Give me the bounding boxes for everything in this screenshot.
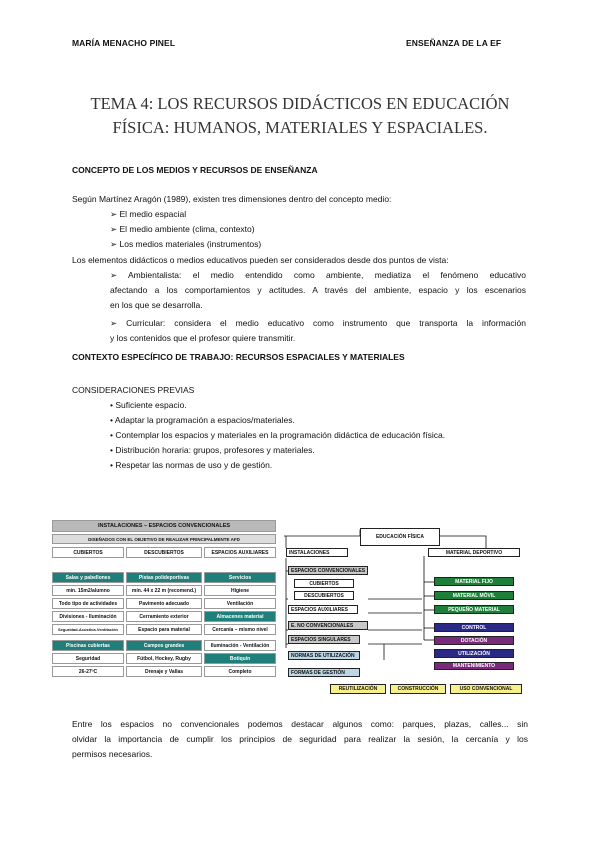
closing-paragraph: Entre los espacios no convencionales podemos destacar algunos como: parques, plazas, calles... sin olvidar la importancia de cumplir los principios de seguridad para realizar la sesión, la cercanía y los permisos necesarios.: [72, 719, 528, 759]
page-title: [60, 92, 540, 140]
diagram-right-head: MATERIAL DEPORTIVO: [428, 548, 520, 557]
table-cell: Fútbol, Hockey, Rugby: [126, 653, 202, 664]
dimension-list: [110, 207, 261, 252]
concept-diagram: [284, 520, 538, 670]
diagram-left-item: ESPACIOS AUXILIARES: [288, 605, 358, 614]
table-cell: Seguridad: [52, 653, 124, 664]
table-cell: Cerramiento exterior: [126, 611, 202, 622]
spaces-table: [52, 520, 276, 660]
subheading-considerations: CONSIDERACIONES PREVIAS: [72, 385, 195, 395]
table-cell: Pistas polideportivas: [126, 572, 202, 583]
table-cell: Espacio para material: [126, 624, 202, 635]
table-title: INSTALACIONES – ESPACIOS CONVENCIONALES: [52, 520, 276, 532]
diagram-right-item: MATERIAL MÓVIL: [434, 591, 514, 600]
diagram-right-item: DOTACIÓN: [434, 636, 514, 645]
table-header-row: [52, 547, 276, 558]
table-title-row: [52, 520, 276, 532]
table-cell: 26-27ºC: [52, 666, 124, 677]
spaces-table-bottom: [52, 653, 276, 683]
table-cell: Completo: [204, 666, 276, 677]
table-cell: mín. 44 x 22 m (recomend.): [126, 585, 202, 596]
table-subtitle: DISEÑADOS CON EL OBJETIVO DE REALIZAR PRINCIPALMENTE AFD: [52, 534, 276, 544]
list-item: ➢ El medio espacial: [110, 209, 187, 219]
table-cell: Higiene: [204, 585, 276, 596]
diagram-bottom-item: REUTILIZACIÓN: [330, 684, 386, 694]
diagram-bottom-row: [330, 684, 530, 694]
table-cell: Divisiones - Iluminación: [52, 611, 124, 622]
bullet-icon: •: [110, 415, 115, 425]
column-header: ESPACIOS AUXILIARES: [204, 547, 276, 558]
diagram-right-item: MANTENIMIENTO: [434, 662, 514, 670]
column-header: CUBIERTOS: [52, 547, 124, 558]
table-cell: Todo tipo de actividades: [52, 598, 124, 609]
header-author: MARÍA MENACHO PINEL: [72, 38, 176, 48]
bullet-icon: •: [110, 460, 116, 470]
diagram-left-head: INSTALACIONES: [286, 548, 348, 557]
table-cell: Servicios: [204, 572, 276, 583]
arrow-bullet-icon: ➢: [110, 224, 120, 234]
arrow-bullet-icon: ➢: [110, 209, 120, 219]
viewpoint-curricular: ➢ Curricular: considera el medio educativo como instrumento que transporta la información y los contenidos que el profesor quiere transmitir.: [110, 318, 526, 343]
section-heading-concept: CONCEPTO DE LOS MEDIOS Y RECURSOS DE ENSEÑANZA: [72, 165, 318, 175]
diagram-left-item: CUBIERTOS: [294, 579, 354, 588]
table-cell: Botiquín: [204, 653, 276, 664]
list-item: • Adaptar la programación a espacios/materiales.: [110, 415, 295, 425]
diagram-left-item-extra: [288, 668, 360, 677]
table-cell: mín. 15m2/alumno: [52, 585, 124, 596]
diagram-right-item: MATERIAL FIJO: [434, 577, 514, 586]
diagram-left-item: FORMAS DE GESTIÓN: [288, 668, 360, 677]
table-cell: Piscinas cubiertas: [52, 640, 124, 651]
diagram-left-item: ESPACIOS SINGULARES: [288, 635, 360, 644]
diagram-left-item: DESCUBIERTOS: [294, 591, 354, 600]
list-item: ➢ Los medios materiales (instrumentos): [110, 239, 262, 249]
arrow-bullet-icon: ➢: [110, 239, 120, 249]
header-subject: ENSEÑANZA DE LA EF: [406, 38, 502, 48]
table-cell: Ventilación: [204, 598, 276, 609]
table-cell: Cercanía – mismo nivel: [204, 624, 276, 635]
diagram-bottom-item: USO CONVENCIONAL: [450, 684, 522, 694]
diagram-right-item: PEQUEÑO MATERIAL: [434, 605, 514, 614]
table-cell: Drenaje y Vallas: [126, 666, 202, 677]
diagram-left-item: ESPACIOS CONVENCIONALES: [288, 566, 368, 575]
table-row: [52, 598, 276, 609]
diagram-bottom-item: CONSTRUCCIÓN: [390, 684, 446, 694]
title-line-1: TEMA 4: LOS RECURSOS DIDÁCTICOS EN EDUCACIÓN: [90, 94, 510, 113]
table-cell: Seguridad-Acústica-Ventilación: [52, 624, 124, 635]
list-item: • Suficiente espacio.: [110, 400, 187, 410]
bullet-icon: •: [110, 430, 116, 440]
table-row: [52, 572, 276, 583]
list-item: • Respetar las normas de uso y de gestión.: [110, 460, 273, 470]
table-row: [52, 624, 276, 635]
considerations-list: [110, 398, 445, 473]
column-header: DESCUBIERTOS: [126, 547, 202, 558]
table-cell: Pavimento adecuado: [126, 598, 202, 609]
diagram-right-item: CONTROL: [434, 623, 514, 632]
list-item: • Distribución horaria: grupos, profesores y materiales.: [110, 445, 315, 455]
table-cell: Almacenes material: [204, 611, 276, 622]
table-cell: Salas y pabellones: [52, 572, 124, 583]
diagram-right-item: UTILIZACIÓN: [434, 649, 514, 658]
section-heading-context: CONTEXTO ESPECÍFICO DE TRABAJO: RECURSOS ESPACIALES Y MATERIALES: [72, 352, 405, 362]
list-item: • Contemplar los espacios y materiales en la programación didáctica de educación física.: [110, 430, 446, 440]
diagram-root: EDUCACIÓN FÍSICA: [360, 528, 440, 546]
diagram-left-item: E. NO CONVENCIONALES: [288, 621, 368, 630]
table-row: [52, 611, 276, 622]
list-item: ➢ El medio ambiente (clima, contexto): [110, 224, 255, 234]
bullet-icon: •: [110, 400, 116, 410]
table-subtitle-row: [52, 534, 276, 544]
table-row: [52, 585, 276, 596]
table-cell: Campos grandes: [126, 640, 202, 651]
diagram-left-item: NORMAS DE UTILIZACIÓN: [288, 651, 360, 660]
table-row: [52, 640, 276, 651]
viewpoint-ambientalista: ➢ Ambientalista: el medio entendido como ambiente, mediatiza el fenómeno educativo afectando a los comportamientos y actitudes. A través del ambiente, espacio y los escenarios en los que se desarrolla.: [110, 270, 526, 310]
paragraph-viewpoints: Los elementos didácticos o medios educativos pueden ser considerados desde dos puntos de vista:: [72, 255, 449, 265]
title-line-2: FÍSICA: HUMANOS, MATERIALES Y ESPACIALES.: [112, 118, 488, 137]
bullet-icon: •: [110, 445, 116, 455]
table-cell: Iluminación - Ventilación: [204, 640, 276, 651]
paragraph-intro: Según Martínez Aragón (1989), existen tres dimensiones dentro del concepto medio:: [72, 194, 392, 204]
